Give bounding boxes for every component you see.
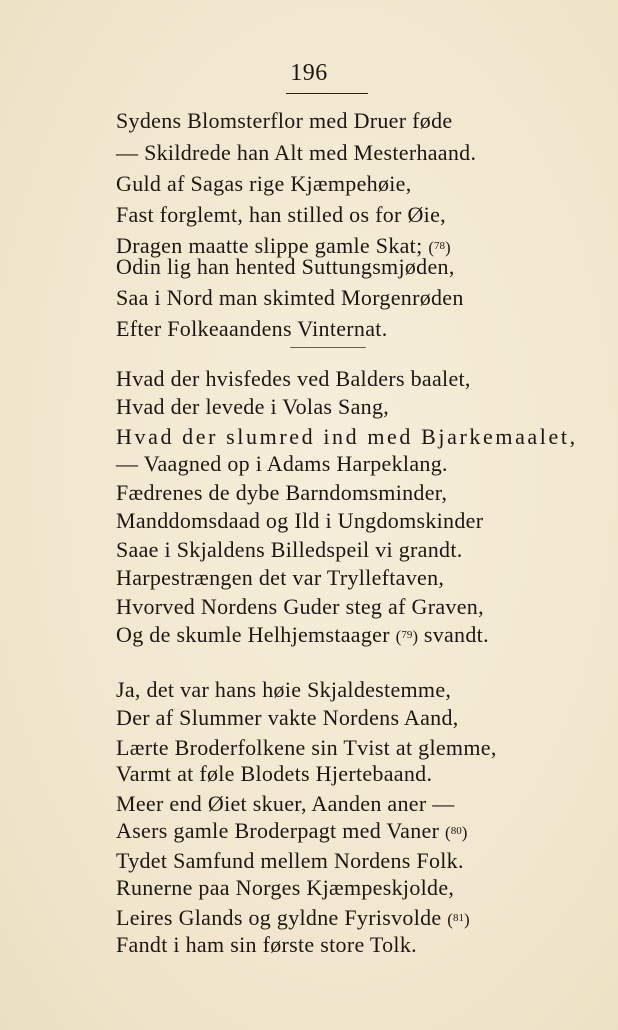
poem-line: Fandt i ham sin første store Tolk. xyxy=(116,932,417,957)
stanza-divider xyxy=(290,347,366,348)
poem-line: Hvad der levede i Volas Sang, xyxy=(116,394,390,419)
poem-line: Ja, det var hans høie Skjaldestemme, xyxy=(116,677,452,702)
footnote-ref: ($^{81}$) xyxy=(447,910,470,929)
poem-line: Asers gamle Broderpagt med Vaner ($^{80}$) xyxy=(116,818,468,843)
poem-line: — Vaagned op i Adams Harpeklang. xyxy=(116,451,448,476)
poem-line: Der af Slummer vakte Nordens Aand, xyxy=(116,705,459,730)
footnote-ref: ($^{79}$) xyxy=(395,627,419,646)
poem-line: Manddomsdaad og Ild i Ungdomskinder xyxy=(116,508,484,533)
poem-line: Efter Folkeaandens Vinternat. xyxy=(116,316,388,341)
poem-line: Varmt at føle Blodets Hjertebaand. xyxy=(116,761,433,786)
poem-line: Hvad der hvisfedes ved Balders baalet, xyxy=(116,366,471,391)
poem-line: Odin lig han hented Suttungsmjøden, xyxy=(116,254,455,279)
poem-line: Sydens Blomsterflor med Druer føde xyxy=(116,108,453,133)
poem-line: Meer end Øiet skuer, Aanden aner — xyxy=(116,791,455,816)
footnote-ref: ($^{78}$) xyxy=(428,238,451,257)
poem-line: — Skildrede han Alt med Mesterhaand. xyxy=(116,140,477,165)
footnote-ref: ($^{80}$) xyxy=(445,823,468,842)
page-number: 196 xyxy=(290,60,328,86)
poem-line: Hvad der slumred ind med Bjarkemaalet, xyxy=(116,424,578,449)
poem-line: Fædrenes de dybe Barndomsminder, xyxy=(116,480,448,505)
poem-line: Tydet Samfund mellem Nordens Folk. xyxy=(116,848,464,873)
poem-line: Harpestrængen det var Trylleftaven, xyxy=(116,565,445,590)
poem-line: Hvorved Nordens Guder steg af Graven, xyxy=(116,594,484,619)
poem-line: Dragen maatte slippe gamle Skat; ($^{78}$) xyxy=(116,233,451,258)
header-rule xyxy=(286,93,368,94)
poem-line: Leires Glands og gyldne Fyrisvolde ($^{81}$) xyxy=(116,905,470,930)
poem-line: Guld af Sagas rige Kjæmpehøie, xyxy=(116,171,412,196)
poem-line: Lærte Broderfolkene sin Tvist at glemme, xyxy=(116,735,497,760)
poem-line: Saae i Skjaldens Billedspeil vi grandt. xyxy=(116,537,463,562)
poem-line: Og de skumle Helhjemstaager ($^{79}$) svandt. xyxy=(116,622,489,647)
poem-line: Runerne paa Norges Kjæmpeskjolde, xyxy=(116,875,455,900)
poem-line: Fast forglemt, han stilled os for Øie, xyxy=(116,202,446,227)
poem-line: Saa i Nord man skimted Morgenrøden xyxy=(116,285,464,310)
